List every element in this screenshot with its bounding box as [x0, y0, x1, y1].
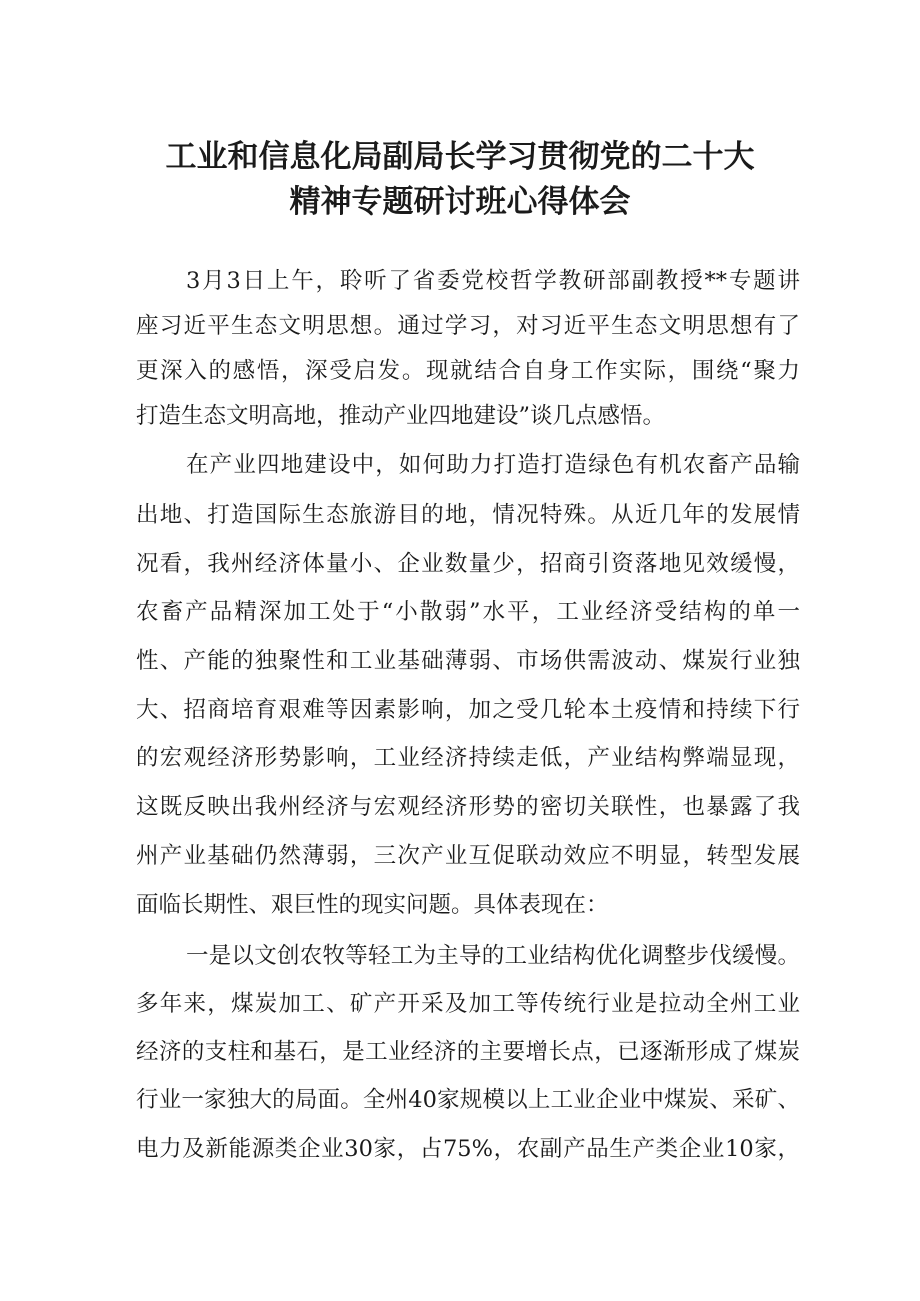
- paragraph-2-line-9: 州产业基础仍然薄弱，三次产业互促联动效应不明显，转型发展: [136, 843, 800, 869]
- paragraph-2-line-4: 农畜产品精深加工处于“小散弱”水平，工业经济受结构的单一: [136, 599, 800, 625]
- paragraph-2-line-6: 大、招商培育艰难等因素影响，加之受几轮本土疫情和持续下行: [136, 697, 800, 723]
- paragraph-2-line-1: 在产业四地建设中，如何助力打造打造绿色有机农畜产品输: [186, 452, 800, 478]
- paragraph-2-line-7: 的宏观经济形势影响，工业经济持续走低，产业结构弊端显现，: [136, 745, 800, 771]
- paragraph-1-line-4: 打造生态文明高地，推动产业四地建设”谈几点感悟。: [136, 403, 666, 429]
- paragraph-2-line-3: 况看，我州经济体量小、企业数量少，招商引资落地见效缓慢，: [136, 551, 800, 577]
- paragraph-2-line-2: 出地、打造国际生态旅游目的地，情况特殊。从近几年的发展情: [136, 502, 800, 528]
- paragraph-2-line-10: 面临长期性、艰巨性的现实问题。具体表现在：: [136, 892, 609, 918]
- paragraph-1-line-3: 更深入的感悟，深受启发。现就结合自身工作实际，围绕“聚力: [136, 358, 800, 384]
- document-title-line-1: 工业和信息化局副局长学习贯彻党的二十大: [165, 139, 755, 175]
- paragraph-1-line-2: 座习近平生态文明思想。通过学习，对习近平生态文明思想有了: [136, 313, 800, 339]
- paragraph-3-line-3: 经济的支柱和基石，是工业经济的主要增长点，已逐渐形成了煤炭: [136, 1039, 800, 1065]
- paragraph-3-line-4: 行业一家独大的局面。全州40家规模以上工业企业中煤炭、采矿、: [136, 1087, 800, 1113]
- paragraph-2-line-5: 性、产能的独聚性和工业基础薄弱、市场供需波动、煤炭行业独: [136, 648, 800, 674]
- paragraph-1-line-1: 3月3日上午，聆听了省委党校哲学教研部副教授**专题讲: [186, 268, 800, 294]
- paragraph-3-line-1: 一是以文创农牧等轻工为主导的工业结构优化调整步伐缓慢。: [186, 943, 800, 969]
- paragraph-3-line-5: 电力及新能源类企业30家，占75%，农副产品生产类企业10家，: [136, 1136, 800, 1162]
- paragraph-2-line-8: 这既反映出我州经济与宏观经济形势的密切关联性，也暴露了我: [136, 794, 800, 820]
- paragraph-3-line-2: 多年来，煤炭加工、矿产开采及加工等传统行业是拉动全州工业: [136, 991, 800, 1017]
- document-title-line-2: 精神专题研讨班心得体会: [289, 184, 631, 220]
